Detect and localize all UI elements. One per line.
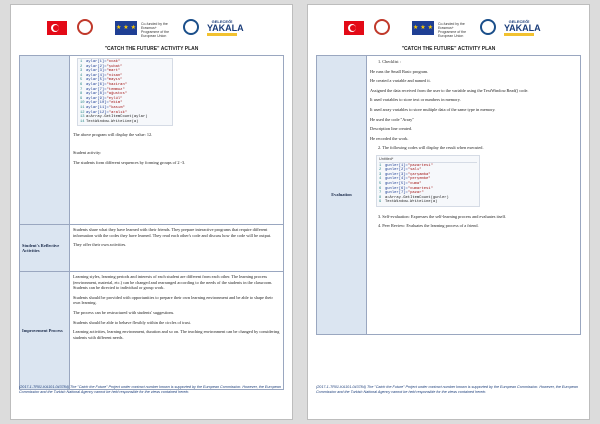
code-variable: gunler[6]= <box>385 186 408 191</box>
line-number: 4 <box>379 177 382 182</box>
code-string: "cuma" <box>407 181 422 186</box>
gelecegi-yakala-logo: GELECEĞİ YAKALA <box>207 19 237 37</box>
code-variable: aylar[6]= <box>86 82 107 87</box>
following-codes-text: 2. The following codes will display the result when executed. <box>378 145 484 151</box>
code-variable: aylar[9]= <box>86 96 107 101</box>
row-label <box>20 56 70 224</box>
page-title: "CATCH THE FUTURE" ACTIVITY PLAN <box>104 46 199 52</box>
line-number: 13 <box>80 115 85 120</box>
code-string: "kasım" <box>108 105 125 110</box>
eu-flag-icon: ★ ★ ★ <box>412 21 434 35</box>
display-value-text: The above program will display the value: 12. <box>73 132 153 138</box>
turkey-flag-icon <box>47 21 67 35</box>
school-seal-icon <box>77 19 93 35</box>
evaluation-table <box>316 55 581 335</box>
row-content <box>367 56 580 334</box>
improvement-paragraph: Students should be provided with opportunities to prepare their own learning environment and be able to shape their own learning. <box>73 294 273 306</box>
code-string: "ocak" <box>106 60 121 64</box>
code-variable: aylar[8]= <box>86 92 107 97</box>
improvement-paragraph: Learning styles, learning periods and interests of each student are different from each other. The learning process (environment, material, etc.) can be changed and rearranged according to the needs of the students in the classroom. Students can be directed to individual or group work. <box>73 274 273 291</box>
line-number: 8 <box>80 92 83 97</box>
line-number: 6 <box>379 186 382 191</box>
student-activity-heading: Student activity: <box>73 149 102 155</box>
code-variable: gunler[7]= <box>385 191 408 196</box>
line-number: 7 <box>80 87 83 92</box>
logo-header <box>308 19 589 39</box>
turkey-flag-icon <box>344 21 364 35</box>
checklist-item: He runs the Small Basic program. <box>370 68 429 74</box>
row-label-evaluation: Evaluation <box>317 56 367 334</box>
erasmus-cofunded-text: Co-funded by the Erasmus+ Programme of the European Union <box>438 22 467 38</box>
code-variable: aylar[3]= <box>86 69 107 74</box>
checklist-item: He used the code "Array" <box>370 116 415 122</box>
code-string: "mayıs" <box>106 78 123 83</box>
code-variable: aylar[4]= <box>86 73 107 78</box>
code-string: "cumartesi" <box>407 186 433 191</box>
line-number: 8 <box>379 195 382 200</box>
line-number: 2 <box>80 64 83 69</box>
row-label-reflective: Student's Reflective Activities <box>20 225 70 271</box>
line-number: 5 <box>80 78 83 83</box>
row-content <box>70 272 283 389</box>
line-number: 1 <box>80 60 83 64</box>
code-string: "nisan" <box>106 73 123 78</box>
line-number: 4 <box>80 73 83 78</box>
code-string: "pazar" <box>407 191 424 196</box>
improvement-paragraph: Students should be able to behave flexibly within the circles of trust. <box>73 319 191 325</box>
code-snippet <box>77 58 173 126</box>
row-label-improvement: Improvement Process <box>20 272 70 389</box>
code-string: "haziran" <box>106 82 128 87</box>
code-window-title: Untitled* <box>379 157 477 163</box>
footer-disclaimer: (2017-1-TR01-KA101-043784) The "Catch the Future" Project under contract number known is supported by the European Commission. However, the European Commission and the Turkish National Agency cannot be held responsible for the views contained herein. <box>316 385 578 394</box>
code-string: "şubat" <box>106 64 123 69</box>
line-number: 6 <box>80 82 83 87</box>
code-variable: aylar[10]= <box>86 101 109 106</box>
table-row <box>20 271 283 389</box>
page-title: "CATCH THE FUTURE" ACTIVITY PLAN <box>401 46 496 52</box>
footer-disclaimer: (2017-1-TR01-KA101-043784) The "Catch the Future" Project under contract number known is supported by the European Commission. However, the European Commission and the Turkish National Agency cannot be held responsible for the views contained herein. <box>19 385 281 394</box>
checklist-item: He created a variable and named it. <box>370 78 431 84</box>
code-string: "çarşamba" <box>407 172 431 177</box>
code-string: "mart" <box>106 69 121 74</box>
code-variable: aylar[12]= <box>86 110 109 115</box>
code-statement: TextWindow.WriteLine(a) <box>86 119 139 124</box>
line-number: 5 <box>379 181 382 186</box>
code-statement: a=Array.GetItemCount(aylar) <box>86 115 148 120</box>
table-row <box>20 224 283 271</box>
line-number: 1 <box>379 163 382 168</box>
line-number: 9 <box>80 96 83 101</box>
code-line <box>80 120 170 125</box>
table-row <box>317 56 580 334</box>
code-variable: gunler[2]= <box>385 168 408 173</box>
code-string: "eylül" <box>106 96 123 101</box>
line-number: 3 <box>80 69 83 74</box>
improvement-paragraph: The process can be restructured with students' suggestions. <box>73 309 175 315</box>
code-variable: gunler[4]= <box>385 177 408 182</box>
code-variable: gunler[3]= <box>385 172 408 177</box>
code-variable: gunler[5]= <box>385 181 408 186</box>
code-string: "ağustos" <box>106 92 128 97</box>
groups-text: The students form different sequences by forming groups of 2 -3. <box>73 159 186 165</box>
code-string: "ekim" <box>108 101 123 106</box>
checklist-item: It used array variables to store multiple data of the same type in memory. <box>370 106 496 112</box>
logo-header <box>11 19 292 39</box>
line-number: 7 <box>379 191 382 196</box>
row-content <box>70 225 283 271</box>
code-variable: gunler[1]= <box>385 163 408 168</box>
checklist-item: Assigned the data received from the user to the variable using the TextWindow.Read() code. <box>370 87 529 93</box>
code-variable: aylar[5]= <box>86 78 107 83</box>
table-row <box>20 56 283 224</box>
line-number: 3 <box>379 172 382 177</box>
code-snippet <box>376 155 480 207</box>
peer-review-text: 4. Peer Review: Evaluates the learning process of a friend. <box>378 223 479 229</box>
checklist-heading: 1. Checklist : <box>378 59 401 64</box>
code-string: "salı" <box>407 168 422 173</box>
eu-flag-icon: ★ ★ ★ <box>115 21 137 35</box>
checklist-item: It used variables to store text or numbers in memory. <box>370 97 461 103</box>
erasmus-cofunded-text: Co-funded by the Erasmus+ Programme of the European Union <box>141 22 170 38</box>
reflective-paragraph: Students share what they have learned with their friends. They prepare interactive programs that require different information with the codes they have learned. They read each other's code and discuss how the code will be output. <box>73 227 272 238</box>
self-evaluation-text: 3. Self-evaluation: Expresses the self-learning process and evaluates itself. <box>378 213 507 219</box>
improvement-paragraph: Learning activities, learning environment, duration and so on. The teaching environment can be changed by considering students with different needs. <box>73 329 280 340</box>
code-variable: aylar[2]= <box>86 64 107 69</box>
code-variable: aylar[7]= <box>86 87 107 92</box>
document-page-left <box>10 4 293 420</box>
municipality-seal-icon <box>183 19 199 35</box>
line-number: 9 <box>379 200 382 205</box>
code-line <box>379 200 477 205</box>
line-number: 2 <box>379 168 382 173</box>
checklist-item: Description line created. <box>370 126 413 132</box>
row-content <box>70 56 283 224</box>
code-string: "aralık" <box>108 110 128 115</box>
reflective-paragraph: They offer their own activities. <box>73 242 127 248</box>
checklist <box>370 69 577 142</box>
line-number: 11 <box>80 105 85 110</box>
code-string: "pazartesi" <box>407 163 433 168</box>
code-statement: a=Array.GetItemCount(gunler) <box>385 195 449 200</box>
line-number: 14 <box>80 119 85 124</box>
checklist-item: He recorded the work. <box>370 135 409 141</box>
activity-table <box>19 55 284 390</box>
line-number: 12 <box>80 110 85 115</box>
code-variable: aylar[1]= <box>86 60 107 64</box>
line-number: 10 <box>80 101 85 106</box>
code-string: "perşembe" <box>407 177 431 182</box>
code-variable: aylar[11]= <box>86 105 109 110</box>
document-page-right <box>307 4 590 420</box>
school-seal-icon <box>374 19 390 35</box>
code-string: "temmuz" <box>106 87 125 92</box>
gelecegi-yakala-logo: GELECEĞİ YAKALA <box>504 19 534 37</box>
municipality-seal-icon <box>480 19 496 35</box>
code-statement: TextWindow.WriteLine(a) <box>385 200 438 205</box>
